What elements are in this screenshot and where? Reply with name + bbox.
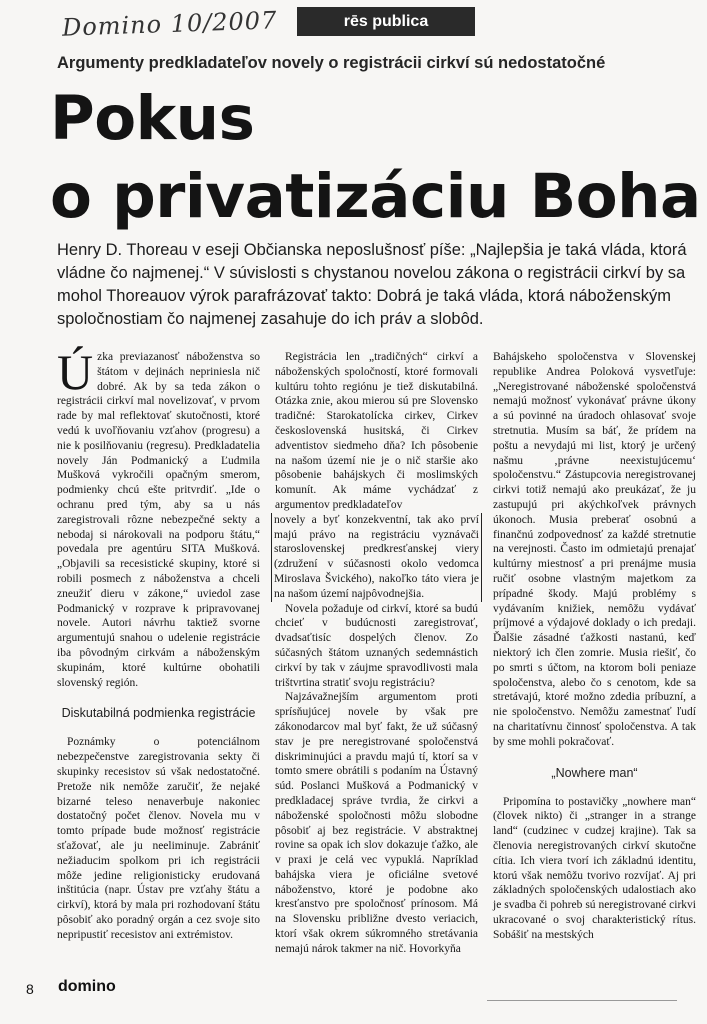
column-1 [57, 344, 260, 942]
magazine-name: domino [58, 978, 116, 995]
drop-cap: Ú [57, 344, 94, 400]
paragraph [57, 344, 260, 690]
subheading: „Nowhere man“ [551, 765, 638, 780]
section-label: rēs publica [297, 7, 475, 36]
paragraph: Bahájskeho spoločenstva v Slovenskej republike Andrea Poloková vysvetľuje: „Neregistrované náboženské spoločenstvá nemajú možnosť vykonávať právne úkony a sú povinné na úradoch ohlasovať svoje stretnutia. Musím sa báť, že prídem na poštu a nevydajú mi list, ktorý je určený našmu ‚právne neexistujúcemu‘ spoločenstvu.“ Zástupcovia neregistrovanej cirkvi totiž nemajú ako preukázať, že ju zastupujú pri akýchkoľvek právnych úkonoch. Musia preberať osobnú a finančnú zodpovednosť za každé stretnutie na verejnosti. Často im odmietajú prenajať kultúrny miestnosť a pri prenájme musia ručiť osobne vlastným majetkom za prípadné škody. Majú problémy s vydávaním knižiek, nemôžu vydávať príjmové a výdajové doklady o ich predaji. Ďalšie zásadné ťažkosti nastanú, keď niektorý ich člen zomrie. Musia riešiť, čo po smrti s účtom, na ktorom boli peniaze spoločenstva, alebo čo s cenotom, kde sa stretávajú, ktoré možno zdedia príbuzní, a nie spoločenstvo. Nemôžu zamestnať ľudí na charitatívnu činnosť spoločenstva. A tak by sme mohli pokračovať. [493, 351, 696, 748]
paragraph: Najzávažnejším argumentom proti sprísňujúcej novele by však pre zákonodarcov mal byť fakt, že už súčasný stav je pre neregistrované spoločenstvá diskriminujúci a pravdu majú tí, ktorí sa v tomto smere obrátili s podaním na Ústavný súd. Poslanci Mušková a Podmanický v predkladacej správe tvrdia, že cirkvi a náboženské spoločnosti môžu slobodne pôsobiť aj bez registrácie. V abstraktnej rovine sa opak ich slov dokazuje ťažko, ale v praxi je celá vec vypuklá. Napríklad bahájska viera je oficiálne svetové náboženstvo, ktoré je podobne ako kresťanstvo pre spoločnosť prínosom. Má na Slovensku približne dvesto veriacich, ktorí však okrem súkromného stretávania nemajú nárok takmer na nič. Hovorkyňa [275, 691, 478, 955]
handwritten-note: Domino 10/2007 [61, 6, 278, 42]
subheading: Diskutabilná podmienka registrácie [61, 706, 256, 721]
page-number: 8 [26, 981, 34, 997]
paragraph: Pripomína to postavičky „nowhere man“ (človek nikto) či „stranger in a strange land“ (cudzinec v cudzej krajine). Tak sa členovia neregistrovaných cirkví skutočne cítia. Ich viera tvorí ich základnú identitu, ktorú však nemôžu tvorivo rozvíjať. Aj pri základných spoločenských udalostiach ako je svadba či pohreb sú neregistrované cirkvi ukracované o svoj charakteristický rítus. Sobášiť na mestských [493, 795, 696, 941]
highlighted-passage [271, 513, 482, 602]
column-3 [493, 350, 696, 942]
footer-rule [487, 1000, 677, 1001]
paragraph-text: zka previazanosť náboženstva so štátom v dejinách nepriniesla nič dobré. Ak by sa teda zákon o registrácii cirkví mal novelizovať, v prvom rade by mal reflektovať skutočnosti, ktoré vedú k uvoľňovaniu vzťahov (progresu) a nie k posilňovaniu (regresu). Predkladatelia novely Ján Podmanický a Ľudmila Mušková vykročili opačným smerom, podmienky chcú ešte pritvrdiť. „Ide o ochranu pred tým, aby sa u nás zaregistrovali rôzne nebezpečné sekty a nebodaj si nárokovali na podporu štátu,“ povedala pre agentúru SITA Mušková. „Objavili sa recesistické skupiny, ktoré si robili posmech z náboženstva a chceli zneužiť dieru v zákone,“ uviedol zase Podmanický v rozprave k pripravovanej novele. Autori návrhu taktiež svorne argumentujú snahou o udelenie registrácie iba pôvodným cirkvám a náboženským skupinám, ktoré kultúrne obohatili slovenský región. [57, 351, 260, 689]
kicker: Argumenty predkladateľov novely o registrácii cirkví sú nedostatočné [57, 54, 606, 72]
column-2 [275, 350, 478, 957]
lead-paragraph: Henry D. Thoreau v eseji Občianska neposlušnosť píše: „Najlepšia je taká vláda, ktorá vládne čo najmenej.“ V súvislosti s chystanou novelou zákona o registrácii cirkví by sa mohol Thoreauov výrok parafrázovať takto: Dobrá je taká vláda, ktorá náboženským spoločnostiam čo najmenej zasahuje do ich práv a slobôd. [57, 241, 687, 328]
headline-line-2: o privatizáciu Boha [50, 161, 701, 232]
paragraph-text: novely a byť konzekventní, tak ako prví majú právo na registráciu vyznávači staroslovenskej predkresťanskej viery (združení v súčasnosti okolo vedomca Miroslava Švického), nakoľko táto viera je na našom území najpôvodnejšia. [274, 513, 479, 600]
paragraph: Registrácia len „tradičných“ cirkví a náboženských spoločností, ktoré formovali kultúru tohto regiónu je tiež diskutabilná. Otázka znie, akou mierou sú pre Slovensko tradičné: Starokatolícka cirkev, Cirkev československá husitská, či Cirkev adventistov siedmeho dňa? Ich pôsobenie na našom území nie je o nič staršie ako pôsobenie bahájskych či moslimských komunít. Ak máme vychádzať z argumentov predkladateľov [275, 351, 478, 511]
paragraph: Novela požaduje od cirkví, ktoré sa budú chcieť v budúcnosti zaregistrovať, dvadsaťtisíc dospelých členov. Zo súčasných štátom uznaných sedemnástich cirkví by tak v záujme spravodlivosti mala trištvrtina stratiť svoju registráciu? [275, 602, 478, 689]
paragraph: Poznámky o potenciálnom nebezpečenstve zaregistrovania sekty či skupinky recesistov sú však nedostatočné. Pretože nik nemôže zaručiť, že nejaké bizarné teleso nenaverbuje nakoniec dostatočný počet členov. Novela mu v tomto prípade bude možnosť registrácie sťažovať, ale ju neeliminuje. Zabrániť nežiaducim spolkom pri ich registrácii môže jedine religionisticky erudovaná inštitúcia (napr. Ústav pre vzťahy štátu a cirkví), ktorá by mala pri rozhodovaní štátu pôsobiť ako poradný orgán a cez svoje sito nepripustiť recesistov ani extrémistov. [57, 736, 260, 941]
headline [50, 80, 701, 236]
headline-line-1: Pokus [50, 83, 255, 154]
